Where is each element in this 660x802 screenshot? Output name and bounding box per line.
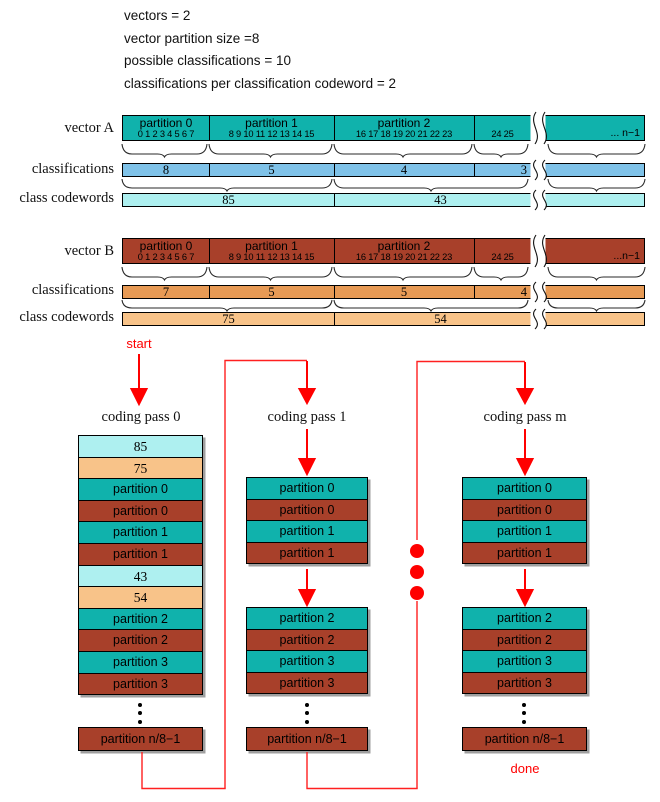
pass-box: partition 2: [246, 629, 368, 652]
classification-value: 3: [520, 163, 527, 177]
classification-value: 7: [162, 285, 170, 299]
brace: [548, 144, 645, 157]
brace: [122, 267, 207, 280]
partition-divider: [474, 116, 475, 140]
vector-b-label: vector B: [64, 243, 114, 259]
divider: [334, 313, 335, 325]
pass-box: 75: [78, 457, 203, 480]
divider: [334, 194, 335, 206]
indices-label: 24 25: [491, 252, 514, 262]
classification-value: 4: [520, 285, 527, 299]
column-arrow-head: [518, 590, 533, 605]
coding-pass-1-label: coding pass 1: [267, 409, 347, 425]
classification-value: 5: [400, 285, 408, 299]
param-possible-classifications: possible classifications = 10: [124, 53, 291, 68]
brace: [122, 144, 207, 157]
classifications-b-bar: [122, 285, 645, 299]
vector-a-label: vector A: [64, 120, 114, 136]
brace: [122, 300, 332, 311]
classifications-a-label: classifications: [31, 161, 114, 177]
ellipsis-dots: [304, 698, 310, 728]
brace: [334, 267, 472, 280]
pass-box: partition 1: [462, 542, 587, 565]
codewords-a-label: class codewords: [19, 190, 114, 206]
start-label: start: [126, 336, 152, 351]
classification-value: 4: [400, 163, 408, 177]
start-arrow-head: [132, 389, 147, 404]
pass-box: partition 0: [246, 477, 368, 500]
partition-divider: [334, 116, 335, 140]
codewords-b-bar: [122, 312, 645, 326]
indices-label: 0 1 2 3 4 5 6 7: [137, 129, 195, 139]
divider: [209, 286, 210, 298]
pass-box: partition 2: [462, 607, 587, 630]
brace: [122, 179, 332, 191]
pass-box: partition 0: [78, 478, 203, 501]
param-classifications-per-codeword: classifications per classification codeword = 2: [124, 76, 397, 91]
partition-label: partition 2: [377, 239, 431, 253]
vector-b-bar: [122, 238, 645, 264]
param-partition-size: vector partition size =8: [124, 31, 260, 46]
passm-box-stack: [462, 477, 587, 564]
brace: [334, 144, 472, 157]
pass-box: 43: [78, 565, 203, 588]
divider: [474, 286, 475, 298]
pass-box: partition 2: [246, 607, 368, 630]
codeword-value: 85: [222, 193, 235, 207]
pass-box: 85: [78, 435, 203, 458]
pass-box: partition 3: [246, 650, 368, 673]
passm-tail-box: partition n/8−1: [462, 727, 587, 751]
pass1-box-stack: [246, 607, 368, 694]
column-arrow-head: [300, 459, 315, 474]
partition-label: partition 1: [245, 116, 298, 130]
brace: [548, 300, 645, 311]
pass-box: partition 3: [462, 650, 587, 673]
partition-label: partition 0: [139, 239, 193, 253]
codeword-value: 75: [222, 312, 235, 326]
pass-box: partition 3: [78, 651, 203, 674]
ellipsis-dots: [137, 698, 143, 728]
partition-divider: [209, 116, 210, 140]
partition-divider: [474, 239, 475, 263]
loop-arrow-head: [518, 389, 533, 403]
pass-box: partition 1: [78, 543, 203, 566]
partition-label: partition 2: [377, 116, 431, 130]
vector-a-tail-label: ... n−1: [610, 127, 640, 139]
divider: [474, 164, 475, 176]
pass-box: partition 1: [462, 520, 587, 543]
ellipsis-dots: [521, 698, 527, 728]
coding-pass-m-label: coding pass m: [483, 409, 567, 425]
brace: [474, 144, 528, 157]
pass-box: partition 3: [462, 672, 587, 695]
param-vectors: vectors = 2: [124, 8, 191, 23]
pass-box: 54: [78, 586, 203, 609]
divider: [209, 164, 210, 176]
indices-label: 16 17 18 19 20 21 22 23: [355, 129, 453, 139]
indices-label: 16 17 18 19 20 21 22 23: [355, 252, 453, 262]
partition-divider: [334, 239, 335, 263]
brace: [334, 300, 528, 311]
divider: [334, 164, 335, 176]
column-arrow-head: [300, 590, 315, 605]
column-arrow-head: [518, 459, 533, 474]
brace: [548, 179, 645, 191]
vector-a-bar: [122, 115, 645, 141]
indices-label: 24 25: [491, 129, 514, 139]
pass-box: partition 3: [246, 672, 368, 695]
pass-box: partition 2: [78, 608, 203, 631]
brace: [209, 144, 332, 157]
more-passes-dots: [410, 544, 424, 600]
classification-value: 8: [162, 163, 170, 177]
pass-box: partition 3: [78, 673, 203, 696]
partition-label: partition 1: [245, 239, 298, 253]
pass1-box-stack: [246, 477, 368, 564]
pass-box: partition 0: [462, 499, 587, 522]
pass0-box-stack: [78, 435, 203, 695]
classification-value: 5: [268, 285, 275, 299]
indices-label: 8 9 10 11 12 13 14 15: [228, 252, 315, 262]
pass-box: partition 0: [462, 477, 587, 500]
partition-label: partition 0: [139, 116, 193, 130]
codeword-value: 54: [434, 312, 447, 326]
codeword-value: 43: [434, 193, 447, 207]
pass1-tail-box: partition n/8−1: [246, 727, 368, 751]
brace: [334, 179, 528, 191]
classification-value: 5: [268, 163, 275, 177]
brace: [209, 267, 332, 280]
indices-label: 8 9 10 11 12 13 14 15: [228, 129, 315, 139]
classifications-b-label: classifications: [31, 282, 114, 298]
pass-box: partition 1: [78, 521, 203, 544]
brace: [548, 267, 645, 280]
pass-box: partition 0: [78, 500, 203, 523]
coding-pass-0-label: coding pass 0: [101, 409, 181, 425]
pass-box: partition 0: [246, 499, 368, 522]
pass-box: partition 2: [78, 629, 203, 652]
codewords-b-label: class codewords: [19, 309, 114, 325]
codewords-a-bar: [122, 193, 645, 207]
pass0-tail-box: partition n/8−1: [78, 727, 203, 751]
classifications-a-bar: [122, 163, 645, 177]
pass-box: partition 1: [246, 520, 368, 543]
passm-box-stack: [462, 607, 587, 694]
pass-box: partition 1: [246, 542, 368, 565]
vector-b-tail-label: ...n−1: [613, 250, 640, 262]
partition-divider: [209, 239, 210, 263]
divider: [334, 286, 335, 298]
indices-label: 0 1 2 3 4 5 6 7: [137, 252, 195, 262]
done-label: done: [510, 761, 540, 776]
loop-arrow-head: [300, 389, 315, 403]
brace: [474, 267, 528, 280]
pass-box: partition 2: [462, 629, 587, 652]
